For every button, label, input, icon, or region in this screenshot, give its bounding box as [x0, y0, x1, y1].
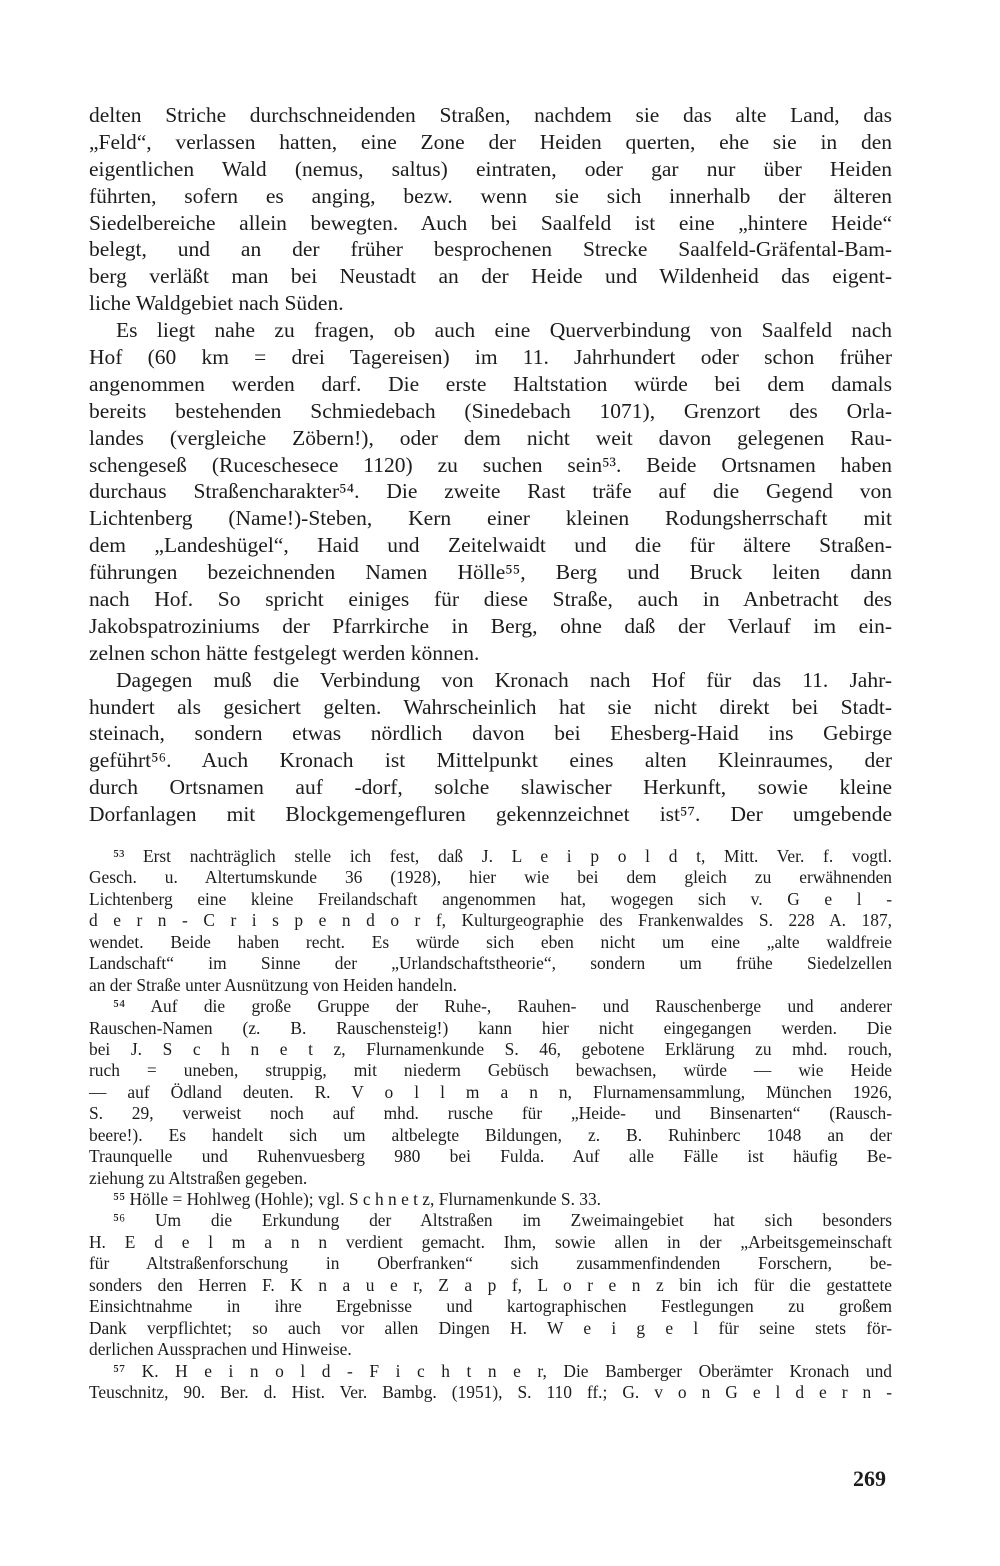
- page-number: 269: [853, 1466, 886, 1491]
- footnote-line: H. E d e l m a n n verdient gemacht. Ihm, sowie allen in der „Arbeitsgemeinschaft: [89, 1231, 892, 1252]
- text-line: schengeseß (Ruceschesece 1120) zu suchen sein⁵³. Beide Ortsnamen haben: [89, 452, 892, 477]
- main-text: [89, 102, 892, 828]
- footnote-start-line: ⁵⁶ Um die Erkundung der Altstraßen im Zweimaingebiet hat sich besonders: [113, 1210, 892, 1231]
- text-line: zelnen schon hätte festgelegt werden können.: [89, 640, 480, 665]
- text-line: berg verläßt man bei Neustadt an der Heide und Wildenheid das eigent-: [89, 264, 892, 289]
- text-line: geführt⁵⁶. Auch Kronach ist Mittelpunkt eines alten Kleinraumes, der: [89, 748, 892, 773]
- text-line: hundert als gesichert gelten. Wahrscheinlich hat sie nicht direkt bei Stadt-: [89, 694, 892, 719]
- footnote-start-line: ⁵⁴ Auf die große Gruppe der Ruhe-, Rauhen- und Rauschenberge und anderer: [113, 996, 892, 1017]
- text-line: Hof (60 km = drei Tagereisen) im 11. Jahrhundert oder schon früher: [89, 345, 892, 370]
- text-line: belegt, und an der früher besprochenen Strecke Saalfeld-Gräfental-Bam-: [89, 237, 892, 262]
- footnote-line: Landschaft“ im Sinne der „Urlandschaftstheorie“, sondern um frühe Siedelzellen: [89, 953, 892, 974]
- footnote-line: d e r n - C r i s p e n d o r f, Kulturgeographie des Frankenwaldes S. 228 A. 187,: [89, 910, 892, 931]
- text-line: steinach, sondern etwas nördlich davon bei Ehesberg-Haid ins Gebirge: [89, 721, 892, 746]
- footnote-line: an der Straße unter Ausnützung von Heiden handeln.: [89, 974, 458, 995]
- footnote-line: Teuschnitz, 90. Ber. d. Hist. Ver. Bambg. (1951), S. 110 ff.; G. v o n G e l d e r n -: [89, 1381, 892, 1402]
- text-line: „Feld“, verlassen hatten, eine Zone der Heiden querten, ehe sie in den: [89, 129, 892, 154]
- text-line: nach Hof. So spricht einiges für diese Straße, auch in Anbetracht des: [89, 587, 892, 612]
- text-line: Jakobspatroziniums der Pfarrkirche in Berg, ohne daß der Verlauf im ein-: [89, 613, 892, 638]
- footnote-line: bei J. S c h n e t z, Flurnamenkunde S. 46, gebotene Erklärung zu mhd. rouch,: [89, 1038, 892, 1059]
- footnote-line: Lichtenberg eine kleine Freilandschaft angenommen hat, wogegen sich v. G e l -: [89, 888, 892, 909]
- text-line: Dagegen muß die Verbindung von Kronach nach Hof für das 11. Jahr-: [116, 667, 892, 692]
- footnote-line: — auf Ödland deuten. R. V o l l m a n n, Flurnamensammlung, München 1926,: [89, 1081, 892, 1102]
- footnote-line: Dank verpflichtet; so auch vor allen Dingen H. W e i g e l für seine stets för-: [89, 1317, 892, 1338]
- text-line: Dorfanlagen mit Blockgemengefluren gekennzeichnet ist⁵⁷. Der umgebende: [89, 802, 892, 827]
- text-line: Lichtenberg (Name!)-Steben, Kern einer kleinen Rodungsherrschaft mit: [89, 506, 892, 531]
- text-line: delten Striche durchschneidenden Straßen, nachdem sie das alte Land, das: [89, 103, 892, 127]
- footnote-line: Traunquelle und Ruhenvuesberg 980 bei Fulda. Auf alle Fälle ist häufig Be-: [89, 1146, 892, 1167]
- footnote-start-line: ⁵³ Erst nachträglich stelle ich fest, daß J. L e i p o l d t, Mitt. Ver. f. vogtl.: [113, 846, 892, 866]
- footnote-start-line: ⁵⁵ Hölle = Hohlweg (Hohle); vgl. S c h n e t z, Flurnamenkunde S. 33.: [113, 1189, 602, 1209]
- text-line: landes (vergleiche Zöbern!), oder dem nicht weit davon gelegenen Rau-: [89, 425, 892, 450]
- text-line: Es liegt nahe zu fragen, ob auch eine Querverbindung von Saalfeld nach: [116, 318, 892, 343]
- footnote-start-line: ⁵⁷ K. H e i n o l d - F i c h t n e r, Die Bamberger Oberämter Kronach und: [113, 1360, 892, 1381]
- footnote-line: ziehung zu Altstraßen gegeben.: [89, 1167, 308, 1188]
- text-line: eigentlichen Wald (nemus, saltus) eintraten, oder gar nur über Heiden: [89, 156, 892, 181]
- text-line: dem „Landeshügel“, Haid und Zeitelwaidt und die für ältere Straßen-: [89, 533, 892, 558]
- text-line: Siedelbereiche allein bewegten. Auch bei Saalfeld ist eine „hintere Heide“: [89, 210, 892, 235]
- footnote-line: Einsichtnahme in ihre Ergebnisse und kartographischen Festlegungen zu großem: [89, 1296, 892, 1317]
- footnote-line: für Altstraßenforschung in Oberfranken“ sich zusammenfindenden Forschern, be-: [89, 1253, 892, 1274]
- footnote-line: ruch = uneben, struppig, mit niederm Gebüsch bewachsen, würde — wie Heide: [89, 1060, 892, 1081]
- footnote-line: S. 29, verweist noch auf mhd. rusche für „Heide- und Binsenarten“ (Rausch-: [89, 1103, 892, 1124]
- footnote-line: derlichen Aussprachen und Hinweise.: [89, 1339, 352, 1360]
- footnote-line: beere!). Es handelt sich um altbelegte Bildungen, z. B. Ruhinberc 1048 an der: [89, 1124, 892, 1145]
- text-line: führungen bezeichnenden Namen Hölle⁵⁵, Berg und Bruck leiten dann: [89, 560, 892, 585]
- text-line: angenommen werden darf. Die erste Haltstation würde bei dem damals: [89, 371, 892, 396]
- text-line: durch Ortsnamen auf -dorf, solche slawischer Herkunft, sowie kleine: [89, 775, 892, 800]
- footnote-line: sonders den Herren F. K n a u e r, Z a p f, L o r e n z bin ich für die gestattete: [89, 1274, 892, 1295]
- text-line: führten, sofern es anging, bezw. wenn sie sich innerhalb der älteren: [89, 183, 892, 208]
- text-line: durchaus Straßencharakter⁵⁴. Die zweite Rast träfe auf die Gegend von: [89, 479, 892, 504]
- footnotes: [89, 846, 892, 1403]
- footnote-line: Rauschen-Namen (z. B. Rauschensteig!) kann hier nicht eingegangen werden. Die: [89, 1017, 892, 1038]
- text-line: bereits bestehenden Schmiedebach (Sinedebach 1071), Grenzort des Orla-: [89, 398, 892, 423]
- footnote-line: Gesch. u. Altertumskunde 36 (1928), hier wie bei dem gleich zu erwähnenden: [89, 867, 892, 888]
- footnote-line: wendet. Beide haben recht. Es würde sich eben nicht um eine „alte waldfreie: [89, 931, 892, 952]
- text-line: liche Waldgebiet nach Süden.: [89, 291, 344, 316]
